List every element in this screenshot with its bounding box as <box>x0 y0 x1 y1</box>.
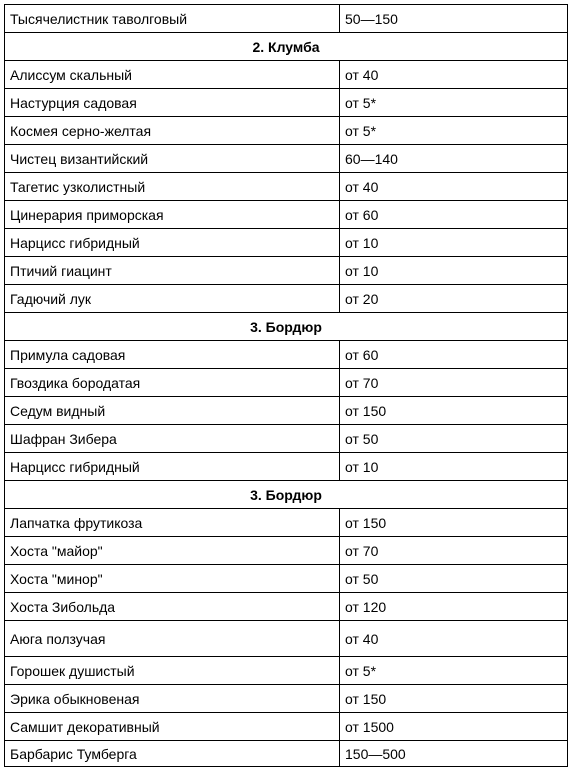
section-title: 2. Клумба <box>5 33 568 61</box>
plant-value-cell: от 40 <box>340 621 568 657</box>
plant-value-cell: от 40 <box>340 173 568 201</box>
plant-table <box>4 4 568 767</box>
table-row <box>5 397 568 425</box>
table-row <box>5 565 568 593</box>
table-row <box>5 201 568 229</box>
plant-value-cell: от 120 <box>340 593 568 621</box>
plant-name-cell: Алиссум скальный <box>5 61 340 89</box>
plant-name-cell: Аюга ползучая <box>5 621 340 657</box>
plant-value-cell: от 150 <box>340 397 568 425</box>
plant-name-cell: Горошек душистый <box>5 657 340 685</box>
plant-value-cell: от 50 <box>340 565 568 593</box>
plant-name-cell: Тысячелистник таволговый <box>5 5 340 33</box>
table-row <box>5 537 568 565</box>
plant-value-cell: от 20 <box>340 285 568 313</box>
plant-value-cell: от 70 <box>340 369 568 397</box>
section-title: 3. Бордюр <box>5 313 568 341</box>
plant-name-cell: Нарцисс гибридный <box>5 453 340 481</box>
table-row <box>5 285 568 313</box>
table-row <box>5 61 568 89</box>
table-row <box>5 453 568 481</box>
plant-name-cell: Цинерария приморская <box>5 201 340 229</box>
plant-name-cell: Настурция садовая <box>5 89 340 117</box>
table-row <box>5 369 568 397</box>
section-header-row <box>5 481 568 509</box>
plant-name-cell: Гвоздика бородатая <box>5 369 340 397</box>
plant-value-cell: от 1500 <box>340 713 568 741</box>
plant-value-cell: 150—500 <box>340 741 568 767</box>
section-header-row <box>5 33 568 61</box>
section-title: 3. Бордюр <box>5 481 568 509</box>
table-row <box>5 685 568 713</box>
plant-value-cell: от 10 <box>340 453 568 481</box>
table-row <box>5 145 568 173</box>
plant-name-cell: Барбарис Тумберга <box>5 741 340 767</box>
table-row <box>5 117 568 145</box>
plant-value-cell: от 10 <box>340 229 568 257</box>
table-row <box>5 741 568 767</box>
plant-value-cell: 60—140 <box>340 145 568 173</box>
table-row <box>5 341 568 369</box>
plant-name-cell: Гадючий лук <box>5 285 340 313</box>
plant-value-cell: от 150 <box>340 685 568 713</box>
plant-name-cell: Эрика обыкновеная <box>5 685 340 713</box>
table-row <box>5 5 568 33</box>
plant-name-cell: Седум видный <box>5 397 340 425</box>
plant-value-cell: от 50 <box>340 425 568 453</box>
table-row <box>5 425 568 453</box>
plant-value-cell: от 40 <box>340 61 568 89</box>
plant-name-cell: Хоста Зибольда <box>5 593 340 621</box>
plant-value-cell: от 5* <box>340 117 568 145</box>
plant-name-cell: Примула садовая <box>5 341 340 369</box>
plant-value-cell: от 10 <box>340 257 568 285</box>
plant-value-cell: от 5* <box>340 89 568 117</box>
section-header-row <box>5 313 568 341</box>
plant-value-cell: 50—150 <box>340 5 568 33</box>
plant-name-cell: Птичий гиацинт <box>5 257 340 285</box>
table-row <box>5 509 568 537</box>
plant-name-cell: Хоста "минор" <box>5 565 340 593</box>
plant-name-cell: Шафран Зибера <box>5 425 340 453</box>
table-row <box>5 713 568 741</box>
plant-name-cell: Самшит декоративный <box>5 713 340 741</box>
plant-table-body <box>5 5 568 767</box>
plant-value-cell: от 70 <box>340 537 568 565</box>
plant-value-cell: от 60 <box>340 201 568 229</box>
table-row <box>5 89 568 117</box>
plant-value-cell: от 150 <box>340 509 568 537</box>
plant-value-cell: от 5* <box>340 657 568 685</box>
table-row <box>5 621 568 657</box>
plant-name-cell: Космея серно-желтая <box>5 117 340 145</box>
plant-name-cell: Хоста "майор" <box>5 537 340 565</box>
plant-value-cell: от 60 <box>340 341 568 369</box>
table-row <box>5 657 568 685</box>
plant-name-cell: Чистец византийский <box>5 145 340 173</box>
table-row <box>5 229 568 257</box>
plant-name-cell: Нарцисс гибридный <box>5 229 340 257</box>
table-row <box>5 257 568 285</box>
plant-name-cell: Лапчатка фрутикоза <box>5 509 340 537</box>
plant-name-cell: Тагетис узколистный <box>5 173 340 201</box>
table-row <box>5 173 568 201</box>
table-row <box>5 593 568 621</box>
